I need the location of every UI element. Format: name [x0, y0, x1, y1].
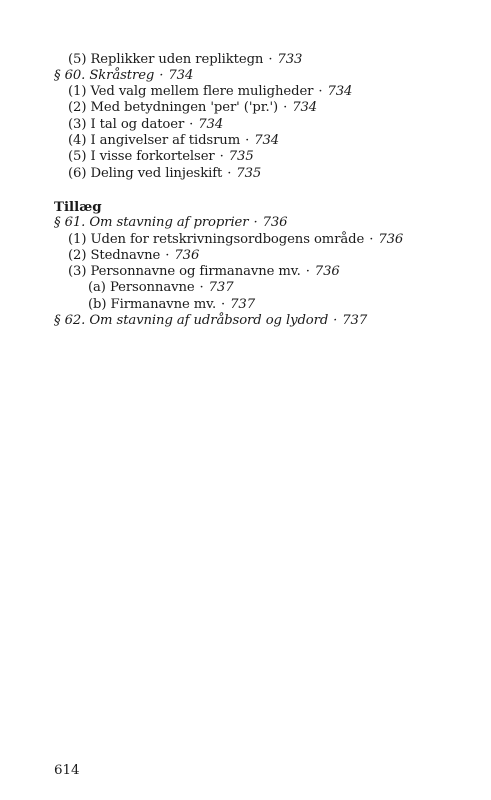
toc-subentry — [88, 297, 255, 313]
toc-entry-label: (5) I visse forkortelser — [68, 149, 215, 164]
toc-entry — [68, 149, 254, 165]
toc-entry-label: (6) Deling ved linjeskift — [68, 166, 223, 181]
toc-separator: · — [227, 166, 232, 181]
toc-entry — [68, 52, 302, 68]
toc-separator: · — [165, 248, 170, 263]
toc-separator: · — [283, 100, 288, 115]
toc-entry-page: 734 — [198, 117, 224, 132]
toc-entry-label: § 60. Skråstreg — [54, 68, 155, 83]
toc-entry-page: 736 — [174, 248, 200, 263]
toc-entry — [68, 232, 403, 248]
toc-entry-page: 736 — [378, 232, 404, 247]
toc-entry — [68, 166, 261, 182]
toc-section-entry — [54, 68, 193, 84]
toc-separator: · — [245, 133, 250, 148]
toc-entry-page: 737 — [342, 313, 368, 328]
toc-separator: · — [318, 84, 323, 99]
toc-entry-page: 737 — [208, 280, 234, 295]
toc-entry-page: 735 — [228, 149, 254, 164]
toc-separator: · — [219, 149, 224, 164]
toc-separator: · — [253, 215, 258, 230]
toc-entry-page: 735 — [236, 166, 262, 181]
toc-entry-label: § 62. Om stavning af udråbsord og lydord — [54, 313, 329, 328]
toc-separator: · — [333, 313, 338, 328]
toc-separator: · — [189, 117, 194, 132]
toc-separator: · — [221, 297, 226, 312]
toc-entry-label: (4) I angivelser af tidsrum — [68, 133, 241, 148]
toc-subentry — [88, 280, 234, 296]
toc-entry-label: § 61. Om stavning af proprier — [54, 215, 249, 230]
toc-entry-label: (a) Personnavne — [88, 280, 195, 295]
toc-entry-page: 734 — [168, 68, 194, 83]
toc-entry-page: 734 — [254, 133, 280, 148]
toc-section-entry — [54, 215, 287, 231]
toc-separator: · — [369, 232, 374, 247]
toc-entry-label: (5) Replikker uden repliktegn — [68, 52, 264, 67]
toc-separator: · — [268, 52, 273, 67]
toc-section-entry — [54, 313, 367, 329]
page-number: 614 — [54, 763, 80, 778]
toc-entry — [68, 117, 223, 133]
toc-entry — [68, 133, 279, 149]
toc-entry-label: (2) Stednavne — [68, 248, 161, 263]
toc-entry-label: (1) Ved valg mellem flere muligheder — [68, 84, 314, 99]
toc-separator: · — [199, 280, 204, 295]
toc-entry-page: 733 — [277, 52, 303, 67]
toc-entry-page: 737 — [230, 297, 256, 312]
toc-entry-label: (b) Firmanavne mv. — [88, 297, 217, 312]
toc-entry-label: (3) Personnavne og firmanavne mv. — [68, 264, 301, 279]
toc-separator: · — [305, 264, 310, 279]
toc-entry — [68, 84, 352, 100]
toc-entry-label: (1) Uden for retskrivningsordbogens område — [68, 232, 365, 247]
toc-entry — [68, 264, 340, 280]
toc-entry — [68, 100, 317, 116]
section-heading: Tillæg — [54, 199, 102, 215]
toc-entry — [68, 248, 199, 264]
toc-separator: · — [159, 68, 164, 83]
toc-entry-label: (2) Med betydningen 'per' ('pr.') — [68, 100, 279, 115]
toc-entry-page: 736 — [314, 264, 340, 279]
toc-entry-page: 734 — [292, 100, 318, 115]
toc-entry-label: (3) I tal og datoer — [68, 117, 185, 132]
toc-entry-page: 734 — [327, 84, 353, 99]
toc-entry-page: 736 — [262, 215, 288, 230]
